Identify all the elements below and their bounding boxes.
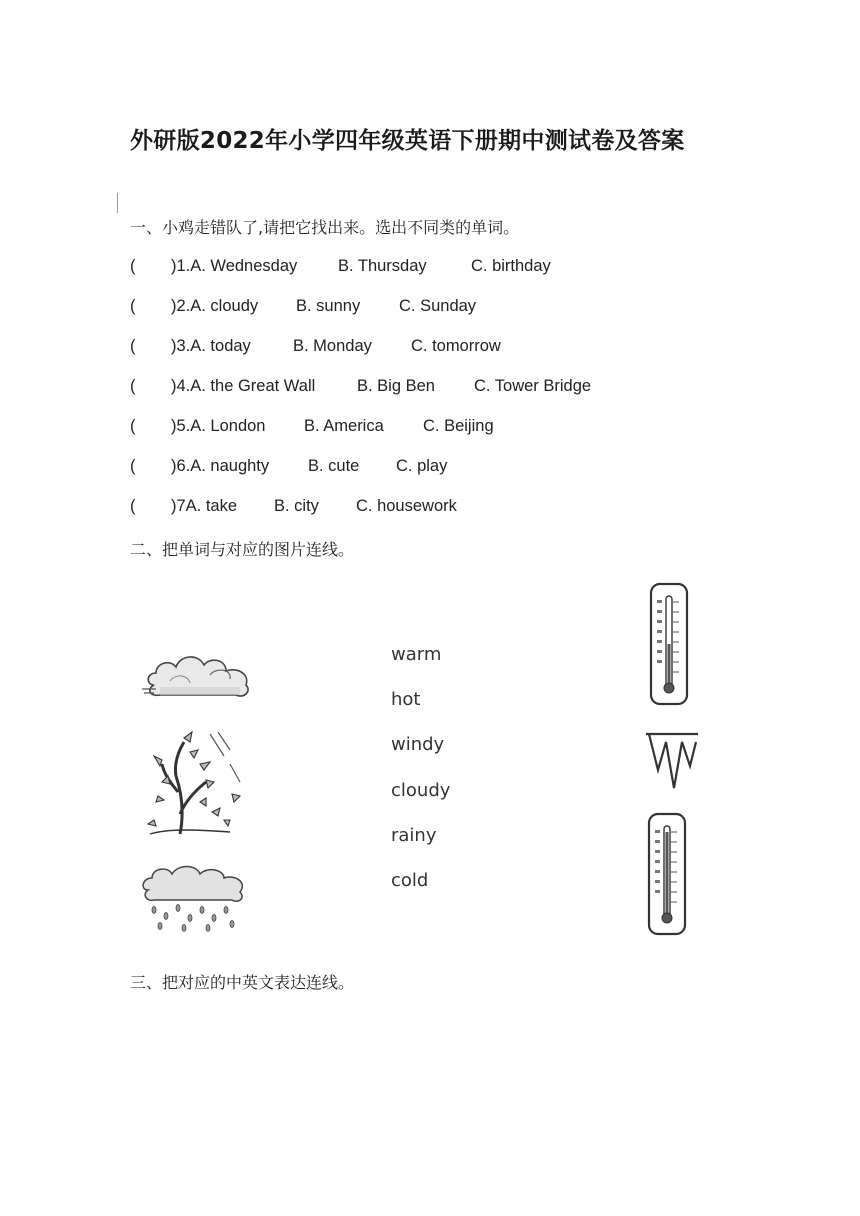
option-b: B. Big Ben xyxy=(357,377,435,395)
paren-open: ( xyxy=(130,497,136,515)
rain-cloud-icon xyxy=(140,862,250,934)
section-heading-1: 一、小鸡走错队了,请把它找出来。选出不同类的单词。 xyxy=(130,218,520,237)
cloud-icon xyxy=(140,645,260,705)
match-word: cloudy xyxy=(391,780,451,801)
option-c: C. housework xyxy=(356,497,457,515)
paren-open: ( xyxy=(130,417,136,435)
paren-open: ( xyxy=(130,457,136,475)
paren-open: ( xyxy=(130,337,136,355)
icicle-icon xyxy=(646,728,700,790)
text-cursor xyxy=(117,193,118,213)
option-c: C. Sunday xyxy=(399,297,477,315)
option-c: C. Beijing xyxy=(423,417,494,435)
question-row xyxy=(130,297,690,319)
option-a: )2.A. cloudy xyxy=(171,297,259,315)
section-heading-3: 三、把对应的中英文表达连线。 xyxy=(130,973,355,992)
thermometer-high-icon xyxy=(646,812,688,937)
question-row xyxy=(130,337,690,359)
option-b: B. cute xyxy=(308,457,360,475)
option-a: )6.A. naughty xyxy=(171,457,270,475)
option-b: B. Monday xyxy=(293,337,372,355)
option-b: B. America xyxy=(304,417,384,435)
match-word: hot xyxy=(391,689,421,710)
option-a: )1.A. Wednesday xyxy=(171,257,298,275)
option-b: B. city xyxy=(274,497,319,515)
section-heading-2: 二、把单词与对应的图片连线。 xyxy=(130,540,355,559)
option-a: )7A. take xyxy=(171,497,238,515)
option-c: C. birthday xyxy=(471,257,551,275)
match-word: cold xyxy=(391,870,429,891)
option-a: )5.A. London xyxy=(171,417,266,435)
match-word: warm xyxy=(391,644,442,665)
option-c: C. Tower Bridge xyxy=(474,377,592,395)
question-row xyxy=(130,377,690,399)
option-b: B. sunny xyxy=(296,297,361,315)
match-word: windy xyxy=(391,734,445,755)
option-c: C. tomorrow xyxy=(411,337,501,355)
paren-open: ( xyxy=(130,257,136,275)
match-word: rainy xyxy=(391,825,437,846)
option-a: )3.A. today xyxy=(171,337,251,355)
question-row xyxy=(130,497,690,519)
option-b: B. Thursday xyxy=(338,257,427,275)
windy-tree-icon xyxy=(140,724,250,842)
paren-open: ( xyxy=(130,297,136,315)
question-row xyxy=(130,257,690,279)
option-c: C. play xyxy=(396,457,448,475)
option-a: )4.A. the Great Wall xyxy=(171,377,316,395)
page-title: 外研版2022年小学四年级英语下册期中测试卷及答案 xyxy=(130,128,685,154)
paren-open: ( xyxy=(130,377,136,395)
question-row xyxy=(130,457,690,479)
question-row xyxy=(130,417,690,439)
thermometer-low-icon xyxy=(648,582,690,707)
